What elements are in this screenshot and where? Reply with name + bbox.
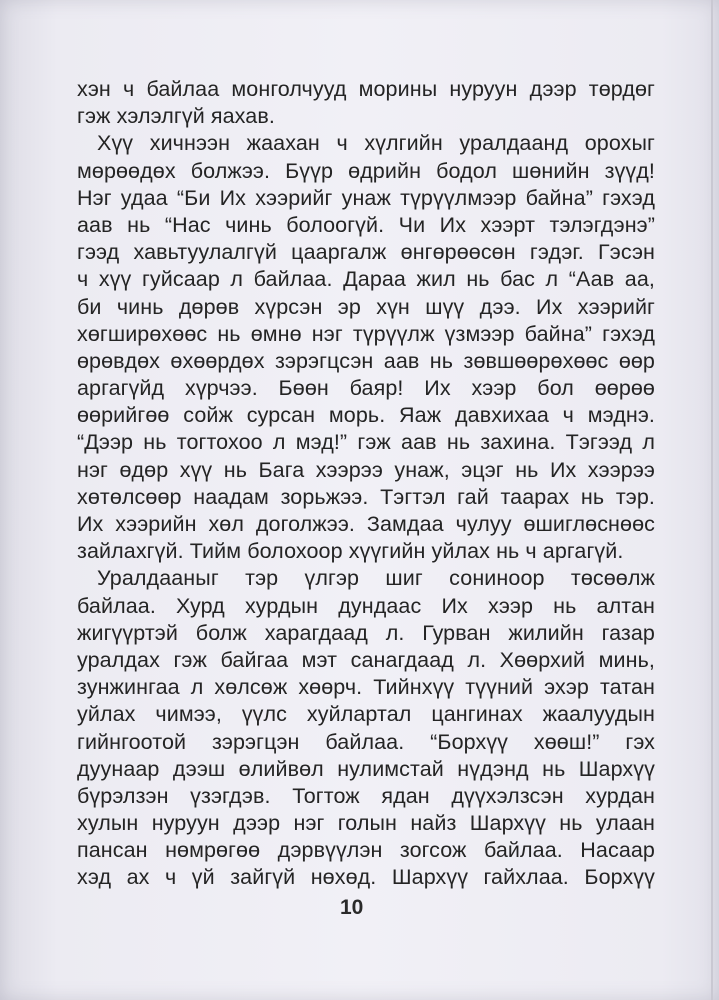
text-line: Хүү хичнээн жаахан ч хүлгийн уралдаанд орохыг (97, 131, 655, 156)
text-line: уйлах чимээ, үүлс хуйлартал цангинах жаалуудын (77, 702, 655, 727)
text-line: өрөвдөх өхөөрдөх зэрэгцсэн аав нь зөвшөөрөхөөс өөр (77, 348, 655, 373)
text-line: уралдах гэж байгаа мэт санагдаад л. Хөөрхий минь, (77, 647, 655, 672)
text-line: дуунаар дээш өлийвөл нулимстай нүдэнд нь Шархүү (77, 756, 655, 781)
text-line: ч хүү гуйсаар л байлаа. Дараа жил нь бас л “Аав аа, (77, 267, 655, 292)
text-line: зунжингаа л хөлсөж хөөрч. Тийнхүү түүний эхэр татан (77, 675, 655, 700)
text-line: “Дээр нь тогтохоо л мэд!” гэж аав нь захина. Тэгээд л (77, 430, 655, 455)
text-line: хулын нуруун дээр нэг голын найз Шархүү нь улаан (77, 811, 655, 836)
text-line: пансан нөмрөгөө дэрвүүлэн зогсож байлаа. Насаар (77, 838, 655, 863)
body-text (77, 76, 655, 892)
text-line: гээд хавьтуулалгүй цааргалж өнгөрөөсөн гэдэг. Гэсэн (77, 240, 655, 265)
page-edge (711, 0, 713, 1000)
text-line: Уралдааныг тэр үлгэр шиг сониноор төсөөлж (97, 566, 655, 591)
text-line: байлаа. Хурд хурдын дундаас Их хээр нь алтан (77, 593, 655, 618)
text-line: аав нь “Нас чинь болоогүй. Чи Их хээрт тэлэгдэнэ” (77, 212, 655, 237)
text-line: зайлахгүй. Тийм болохоор хүүгийн уйлах нь ч аргагүй. (77, 539, 624, 564)
text-line: гэж хэлэлгүй яахав. (77, 104, 275, 129)
text-line: хөгширөхөөс нь өмнө нэг түрүүлж үзмээр байна” гэхэд (77, 321, 655, 346)
text-line: хөтөлсөөр наадам зорьжээ. Тэгтэл гай таарах нь тэр. (77, 484, 655, 509)
text-line: бүрэлзэн үзэгдэв. Тогтож ядан дүүхэлзсэн хурдан (77, 783, 655, 808)
text-line: Их хээрийн хөл доголжээ. Замдаа чулуу өшиглөснөөс (77, 512, 655, 536)
text-line: нэг өдөр хүү нь Бага хээрээ унаж, эцэг нь Их хээрээ (77, 457, 655, 482)
text-line: мөрөөдөх болжээ. Бүүр өдрийн бодол шөнийн зүүд! (77, 158, 655, 183)
text-line: хэн ч байлаа монголчууд морины нуруун дээр төрдөг (77, 77, 655, 101)
text-line: аргагүйд хүрчээ. Бөөн баяр! Их хээр бол өөрөө (77, 376, 655, 401)
text-line: жигүүртэй болж харагдаад л. Гурван жилийн газар (77, 620, 655, 645)
text-line: гийнгоотой зэрэгцэн байлаа. “Борхүү хөөш!” гэх (77, 729, 655, 754)
text-line: Нэг удаа “Би Их хээрийг унаж түрүүлмээр байна” гэхэд (77, 185, 655, 210)
text-line: өөрийгөө сойж сурсан морь. Яаж давхихаа ч мэднэ. (77, 403, 655, 428)
page-number: 10 (340, 896, 364, 919)
text-line: би чинь дөрөв хүрсэн эр хүн шүү дээ. Их хээрийг (77, 294, 655, 319)
text-line: хэд ах ч үй зайгүй нөхөд. Шархүү гайхлаа. Борхүү (77, 865, 655, 890)
